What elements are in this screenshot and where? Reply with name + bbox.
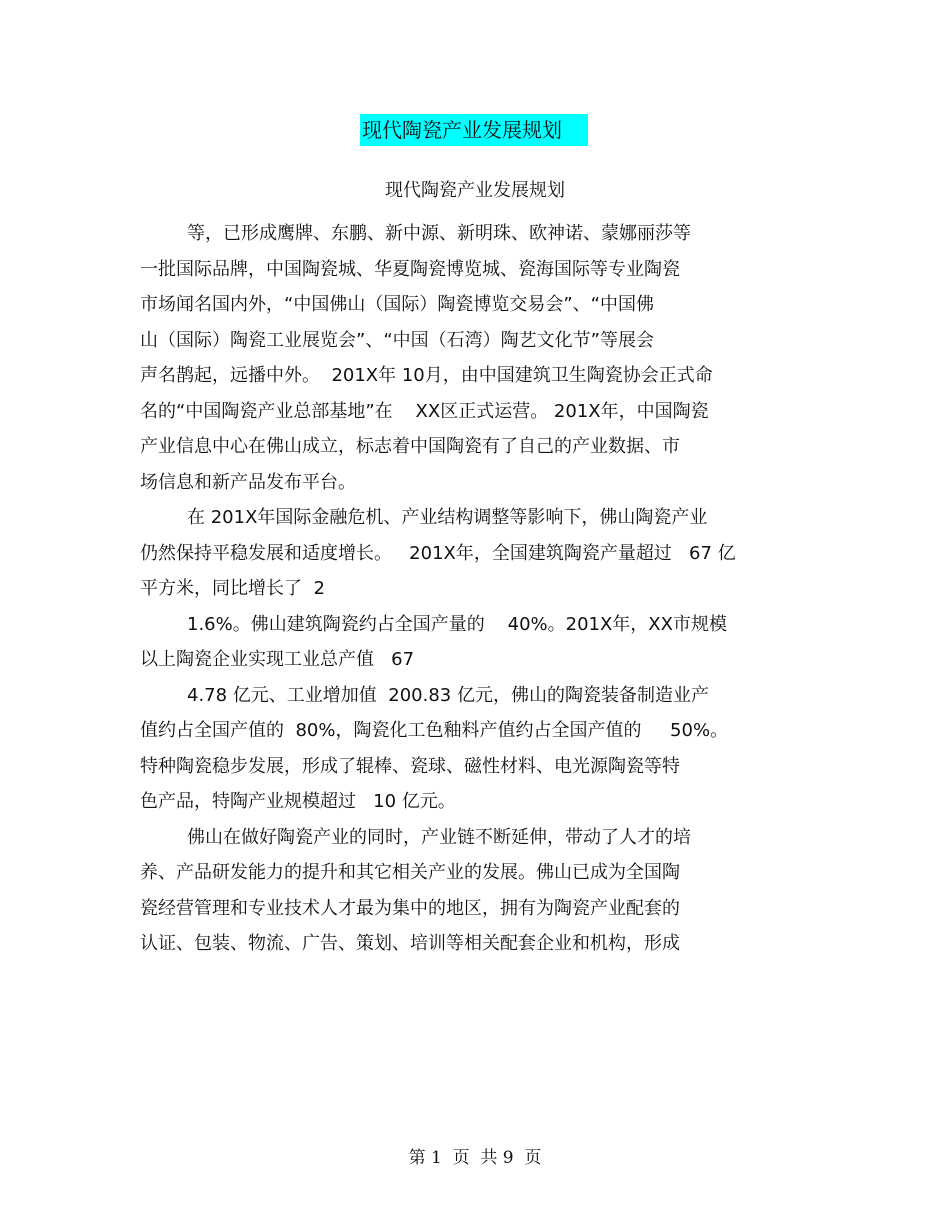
text-line: 声名鹊起，远播中外。 201X年 10月，由中国建筑卫生陶瓷协会正式命 (140, 365, 713, 386)
text-line: 市场闻名国内外，“中国佛山（国际）陶瓷博览交易会”、“中国佛 (140, 294, 654, 315)
page-footer: 第 1 页 共 9 页 (408, 1148, 542, 1168)
text-line: 1.6%。佛山建筑陶瓷约占全国产量的 40%。201X年，XX市规模 (187, 613, 727, 635)
text-line: 仍然保持平稳发展和适度增长。 201X年，全国建筑陶瓷产量超过 67 亿 (140, 542, 736, 564)
text-line: 瓷经营管理和专业技术人才最为集中的地区，拥有为陶瓷产业配套的 (140, 897, 680, 919)
text-line: 山（国际）陶瓷工业展览会”、“中国（石湾）陶艺文化节”等展会 (140, 329, 654, 351)
text-line: 产业信息中心在佛山成立，标志着中国陶瓷有了自己的产业数据、市 (140, 436, 680, 457)
text-line: 以上陶瓷企业实现工业总产值 67 (140, 649, 415, 670)
document-subtitle: 现代陶瓷产业发展规划 (385, 180, 565, 201)
text-line: 色产品，特陶产业规模超过 10 亿元。 (140, 791, 456, 812)
text-line: 场信息和新产品发布平台。 (140, 471, 356, 493)
text-line: 名的“中国陶瓷产业总部基地”在 XX区正式运营。 201X年，中国陶瓷 (140, 400, 709, 422)
text-line: 平方米，同比增长了 2 (140, 578, 325, 599)
text-line: 特种陶瓷稳步发展，形成了辊棒、瓷球、磁性材料、电光源陶瓷等特 (140, 755, 680, 777)
document-title: 现代陶瓷产业发展规划 (360, 114, 588, 146)
text-line: 认证、包装、物流、广告、策划、培训等相关配套企业和机构，形成 (140, 933, 680, 954)
text-line: 一批国际品牌，中国陶瓷城、华夏陶瓷博览城、瓷海国际等专业陶瓷 (140, 258, 680, 280)
document-body (140, 218, 840, 964)
text-line: 养、产品研发能力的提升和其它相关产业的发展。佛山已成为全国陶 (140, 862, 680, 883)
text-line: 佛山在做好陶瓷产业的同时，产业链不断延伸，带动了人才的培 (187, 826, 691, 848)
text-line: 在 201X年国际金融危机、产业结构调整等影响下，佛山陶瓷产业 (187, 507, 708, 528)
title-container (0, 114, 950, 146)
text-line: 值约占全国产值的 80%，陶瓷化工色釉料产值约占全国产值的 50%。 (140, 720, 729, 741)
text-line: 等，已形成鹰牌、东鹏、新中源、新明珠、欧神诺、蒙娜丽莎等 (187, 223, 691, 244)
text-line: 4.78 亿元、工业增加值 200.83 亿元，佛山的陶瓷装备制造业产 (187, 684, 709, 706)
